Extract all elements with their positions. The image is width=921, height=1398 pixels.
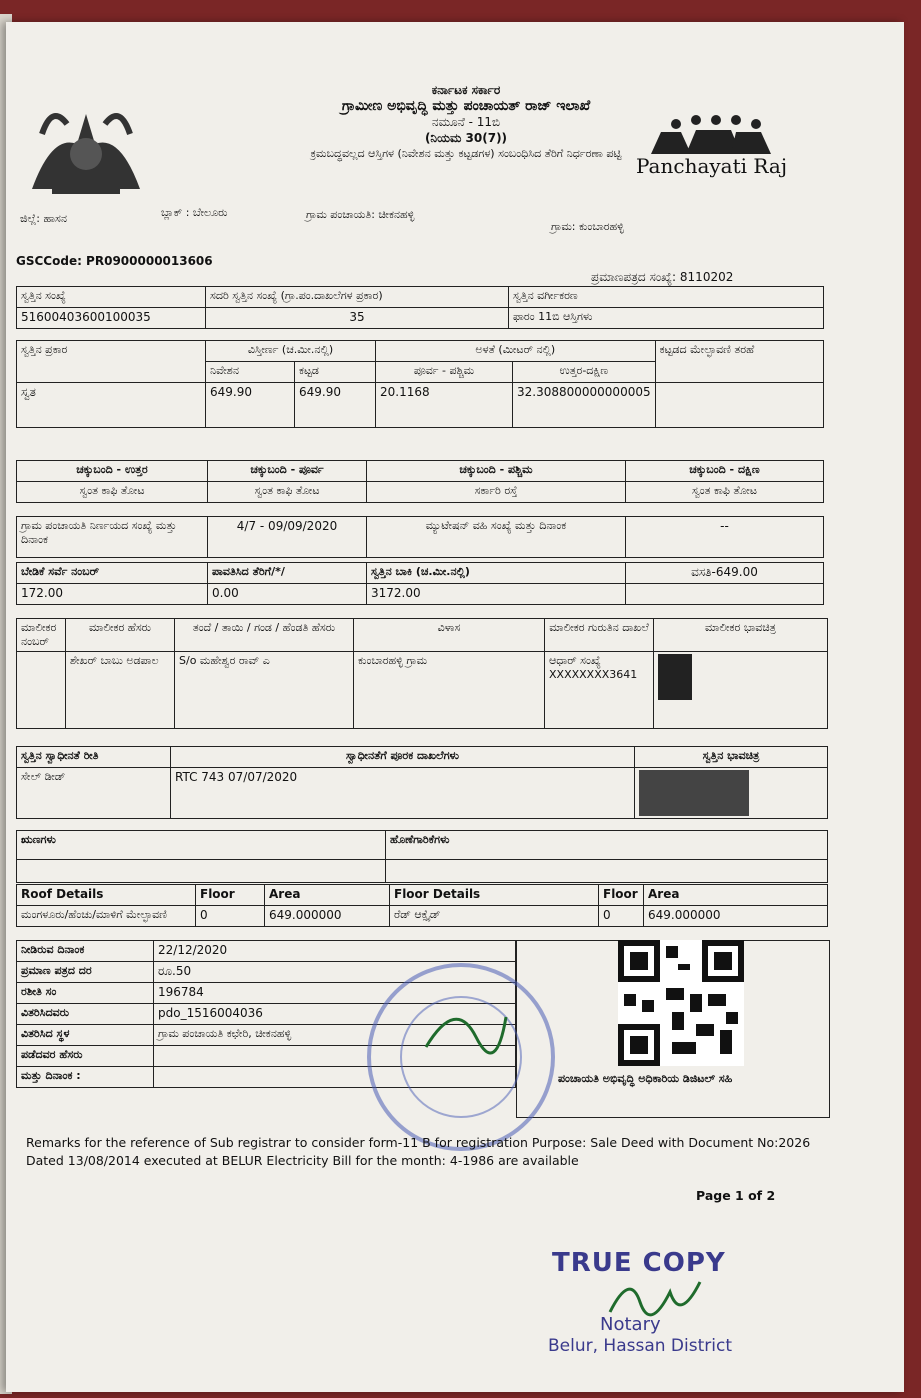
issue-date-value: 22/12/2020 [154, 941, 516, 962]
liabilities-label: ಹೊಣೆಗಾರಿಕೆಗಳು [386, 831, 828, 860]
rule-number: (ನಿಯಮ 30(7)) [424, 131, 508, 145]
building-roof-type-label: ಕಟ್ಟಡದ ಮೇಲ್ಛಾವಣಿ ತರಹೆ [655, 341, 823, 383]
relation-label: ತಂದೆ / ತಾಯಿ / ಗಂಡ / ಹೆಂಡತಿ ಹೆಸರು [175, 619, 354, 652]
id-doc-label: ಮಾಲೀಕರ ಗುರುತಿನ ದಾಖಲೆ [545, 619, 654, 652]
paid-tax-value: 0.00 [208, 584, 367, 605]
north-south-value: 32.308800000000005 [513, 383, 656, 428]
balance-value: 3172.00 [367, 584, 626, 605]
property-classification-value: ಫಾರಂ 11ಬಿ ಆಸ್ತಿಗಳು [509, 308, 824, 329]
notary-label: Notary [600, 1314, 661, 1335]
east-west-label: ಪೂರ್ವ - ಪಶ್ಚಿಮ [376, 362, 513, 383]
boundary-west-value: ಸರ್ಕಾರಿ ರಸ್ತೆ [367, 482, 626, 503]
district-label: ಜಿಲ್ಲೆ: ಹಾಸನ [20, 212, 67, 225]
supporting-docs-label: ಸ್ವಾಧೀನತೆಗೆ ಪೂರಕ ದಾಖಲೆಗಳು [171, 747, 635, 768]
address-label: ವಿಳಾಸ [354, 619, 545, 652]
north-south-label: ಉತ್ತರ-ದಕ್ಷಿಣ [513, 362, 656, 383]
owner-name-value: ಶೇಖರ್ ಬಾಬು ಅಡಪಾಲ [66, 652, 175, 729]
area-table [16, 340, 824, 428]
property-type-label: ಸ್ವತ್ತಿನ ಪ್ರಕಾರ [17, 341, 206, 383]
balance-label: ಸ್ವತ್ತಿನ ಬಾಕಿ (ಚ.ಮೀ.ನಲ್ಲಿ) [367, 563, 626, 584]
mutation-label: ಮ್ಯುಟೇಷನ್ ವಹಿ ಸಂಖ್ಯೆ ಮತ್ತು ದಿನಾಂಕ [367, 517, 626, 558]
paid-tax-label: ಪಾವತಿಸಿದ ತೆರಿಗೆ/*/ [208, 563, 367, 584]
receipt-value: 196784 [154, 983, 516, 1004]
issue-place-value: ಗ್ರಾಮ ಪಂಚಾಯತಿ ಕಛೇರಿ, ಚೀಕನಹಳ್ಳಿ [154, 1025, 516, 1046]
property-number-label: ಸ್ವತ್ತಿನ ಸಂಖ್ಯೆ [17, 287, 206, 308]
digital-signature-label: ಪಂಚಾಯತಿ ಅಭಿವೃದ್ಧಿ ಅಧಿಕಾರಿಯ ಡಿಜಿಟಲ್ ಸಹಿ [558, 1072, 733, 1085]
measurement-label: ಅಳತೆ (ಮೀಟರ್ ನಲ್ಲಿ) [376, 341, 656, 362]
boundary-table [16, 460, 824, 503]
property-photo-label: ಸ್ವತ್ತಿನ ಭಾವಚಿತ್ರ [635, 747, 828, 768]
panchayati-raj-text: Panchayati Raj [636, 154, 788, 178]
building-label: ಕಟ್ಟಡ [295, 362, 376, 383]
boundary-south-value: ಸ್ವಂತ ಕಾಫಿ ತೋಟ [626, 482, 824, 503]
property-classification-label: ಸ್ವತ್ತಿನ ವರ್ಗೀಕರಣ [509, 287, 824, 308]
owner-name-label: ಮಾಲೀಕರ ಹೆಸರು [66, 619, 175, 652]
document-page [6, 22, 904, 1392]
true-copy-stamp: TRUE COPY [552, 1248, 726, 1278]
gov-title: ಕರ್ನಾಟಕ ಸರ್ಕಾರ [431, 83, 501, 97]
resolution-label: ಗ್ರಾಮ ಪಂಚಾಯತಿ ನಿರ್ಣಯದ ಸಂಖ್ಯೆ ಮತ್ತು ದಿನಾಂಕ [17, 517, 208, 558]
site-label: ನಿವೇಶನ [206, 362, 295, 383]
new-property-number-label: ಸದರಿ ಸ್ವತ್ತಿನ ಸಂಖ್ಯೆ (ಗ್ರಾ.ಪಂ.ದಾಖಲೆಗಳ ಪ್ರಕಾರ) [206, 287, 509, 308]
floor-details-label: Floor Details [390, 885, 599, 906]
area-value-left: 649.000000 [265, 906, 390, 927]
demand-label: ಬೇಡಿಕೆ ಸರ್ವೆ ನಂಬರ್ [17, 563, 208, 584]
tax-table [16, 562, 824, 605]
floor-details-value: ರೆಡ್ ಆಕ್ಸೈಡ್ [390, 906, 599, 927]
owner-photo-label: ಮಾಲೀಕರ ಭಾವಚಿತ್ರ [654, 619, 828, 652]
supporting-docs-value: RTC 743 07/07/2020 [171, 768, 635, 819]
roof-details-label: Roof Details [17, 885, 196, 906]
notary-stamp-icon [356, 957, 566, 1157]
dept-title: ಗ್ರಾಮೀಣ ಅಭಿವೃದ್ಧಿ ಮತ್ತು ಪಂಚಾಯತ್ ರಾಜ್ ಇಲಾಖೆ [341, 98, 591, 114]
floor-value-right: 0 [599, 906, 644, 927]
new-property-number-value: 35 [206, 308, 509, 329]
gsc-code: GSCCode: PR0900000013606 [16, 254, 213, 268]
area-value-right: 649.000000 [644, 906, 828, 927]
issued-by-label: ವಿತರಿಸಿದವರು [17, 1004, 154, 1025]
issue-place-label: ವಿತರಿಸಿದ ಸ್ಥಳ [17, 1025, 154, 1046]
area-label-right: Area [644, 885, 828, 906]
balance-note: ವಸತಿ-649.00 [626, 563, 824, 584]
receiver-date-label: ಮತ್ತು ದಿನಾಂಕ : [17, 1067, 154, 1088]
roof-type-value [655, 383, 823, 428]
fee-value: ರೂ.50 [154, 962, 516, 983]
receiver-name-label: ಪಡೆದವರ ಹೆಸರು [17, 1046, 154, 1067]
property-type-value: ಸ್ವತ [17, 383, 206, 428]
acquisition-label: ಸ್ವತ್ತಿನ ಸ್ವಾಧೀನತೆ ರೀತಿ [17, 747, 171, 768]
boundary-east-label: ಚಕ್ಕುಬಂದಿ - ಪೂರ್ವ [208, 461, 367, 482]
form-subtitle: ಕ್ರಮಬದ್ಧವಲ್ಲದ ಆಸ್ತಿಗಳ (ನಿವೇಶನ ಮತ್ತು ಕಟ್ಟಡಗಳ) ಸಂಬಂಧಿಸಿದ ತೆರಿಗೆ ನಿರ್ಧರಣಾ ಪಟ್ಟಿ [310, 147, 622, 160]
relation-value: S/o ಮಹೇಶ್ವರ ರಾವ್ ಎ [175, 652, 354, 729]
liabilities-table [16, 830, 828, 883]
east-west-value: 20.1168 [376, 383, 513, 428]
property-table [16, 286, 824, 329]
acquisition-value: ಸೇಲ್ ಡೀಡ್ [17, 768, 171, 819]
property-photo [635, 768, 828, 819]
building-area-value: 649.90 [295, 383, 376, 428]
receipt-label: ರಶೀತಿ ಸಂ [17, 983, 154, 1004]
boundary-north-label: ಚಕ್ಕುಬಂದಿ - ಉತ್ತರ [17, 461, 208, 482]
village-label: ಗ್ರಾಮ: ಕುಂಬಾರಹಳ್ಳಿ [551, 220, 624, 233]
resolution-value: 4/7 - 09/09/2020 [208, 517, 367, 558]
floor-value-left: 0 [196, 906, 265, 927]
fee-label: ಪ್ರಮಾಣ ಪತ್ರದ ದರ [17, 962, 154, 983]
gram-panchayat-label: ಗ್ರಾಮ ಪಂಚಾಯತಿ: ಚೀಕನಹಳ್ಳಿ [306, 208, 415, 221]
floor-label-left: Floor [196, 885, 265, 906]
certificate-number: ಪ್ರಮಾಣಪತ್ರದ ಸಂಖ್ಯೆ: 8110202 [591, 270, 734, 284]
owner-number-label: ಮಾಲೀಕರ ನಂಬರ್ [17, 619, 66, 652]
owner-photo [654, 652, 828, 729]
roof-type-detail: ಮಂಗಳೂರು/ಹೆಂಚು/ಮಾಳಿಗೆ ಮೇಲ್ಛಾವಣಿ [17, 906, 196, 927]
ownership-table [16, 746, 828, 819]
block-label: ಬ್ಲಾಕ್ : ಬೇಲೂರು [161, 206, 228, 219]
boundary-west-label: ಚಕ್ಕುಬಂದಿ - ಪಶ್ಚಿಮ [367, 461, 626, 482]
property-number-value: 51600403600100035 [17, 308, 206, 329]
demand-value: 172.00 [17, 584, 208, 605]
loans-label: ಋಣಗಳು [17, 831, 386, 860]
id-doc-value: ಆಧಾರ್ ಸಂಖ್ಯೆ XXXXXXXX3641 [545, 652, 654, 729]
issue-date-label: ನೀಡಿರುವ ದಿನಾಂಕ [17, 941, 154, 962]
floor-table [16, 884, 828, 927]
issued-by-value: pdo_1516004036 [154, 1004, 516, 1025]
boundary-south-label: ಚಕ್ಕುಬಂದಿ - ದಕ್ಷಿಣ [626, 461, 824, 482]
floor-label-right: Floor [599, 885, 644, 906]
mutation-value: -- [626, 517, 824, 558]
area-label-left: Area [265, 885, 390, 906]
area-sqm-label: ವಿಸ್ತೀರ್ಣ (ಚ.ಮೀ.ನಲ್ಲಿ) [206, 341, 376, 362]
qr-code-icon [618, 940, 744, 1066]
resolution-table [16, 516, 824, 558]
page-number: Page 1 of 2 [696, 1188, 776, 1203]
site-area-value: 649.90 [206, 383, 295, 428]
address-value: ಕುಂಬಾರಹಳ್ಳಿ ಗ್ರಾಮ [354, 652, 545, 729]
remarks-text: Remarks for the reference of Sub registrar to consider form-11 B for registration Purpose: Sale Deed with Document No:2026 Dated 13/08/2014 executed at BELUR Electricity Bill for the month: 4-1986 are available [26, 1135, 811, 1168]
form-number: ನಮೂನೆ - 11ಬಿ [431, 115, 501, 129]
notary-location: Belur, Hassan District [548, 1336, 732, 1356]
karnataka-emblem-icon [22, 94, 150, 204]
boundary-north-value: ಸ್ವಂತ ಕಾಫಿ ತೋಟ [17, 482, 208, 503]
boundary-east-value: ಸ್ವಂತ ಕಾಫಿ ತೋಟ [208, 482, 367, 503]
owner-table [16, 618, 828, 729]
